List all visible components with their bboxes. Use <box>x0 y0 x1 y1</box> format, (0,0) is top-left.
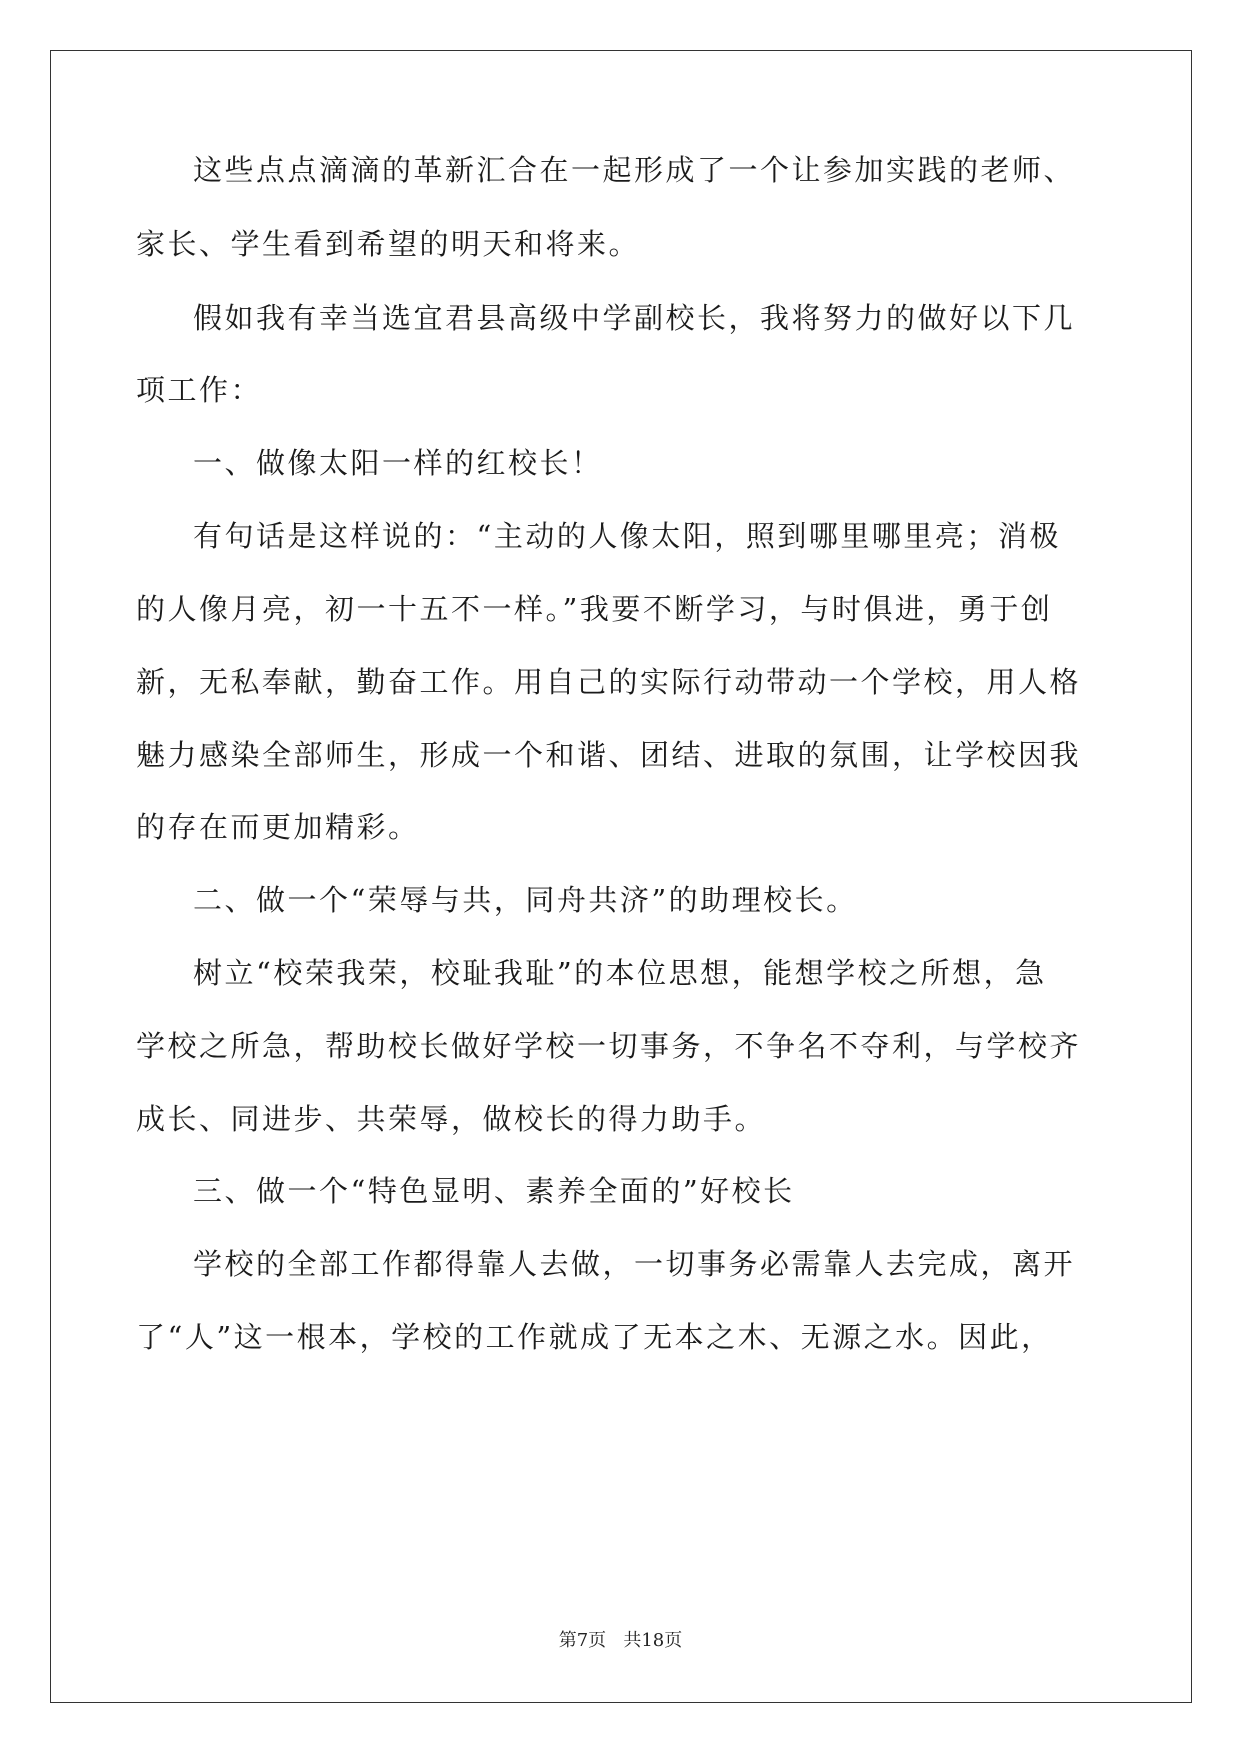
text-line: 新，无私奉献，勤奋工作。用自己的实际行动带动一个学校，用人格 <box>136 665 1082 699</box>
text-line: 假如我有幸当选宜君县高级中学副校长，我将努力的做好以下几 <box>193 301 1076 335</box>
text-line: 家长、学生看到希望的明天和将来。 <box>136 227 641 261</box>
text-line: 魅力感染全部师生，形成一个和谐、团结、进取的氛围，让学校因我 <box>136 738 1082 772</box>
text-line: 学校之所急，帮助校长做好学校一切事务，不争名不夺利，与学校齐 <box>136 1029 1082 1063</box>
text-line: 有句话是这样说的：“主动的人像太阳，照到哪里哪里亮；消极 <box>193 519 1061 553</box>
section-heading-2: 二、做一个“荣辱与共，同舟共济”的助理校长。 <box>193 883 858 917</box>
text-line: 树立“校荣我荣，校耻我耻”的本位思想，能想学校之所想，急 <box>193 956 1047 990</box>
text-line: 学校的全部工作都得靠人去做，一切事务必需靠人去完成，离开 <box>193 1247 1076 1281</box>
text-line: 了“人”这一根本，学校的工作就成了无本之木、无源之水。因此， <box>136 1320 1053 1354</box>
text-line: 这些点点滴滴的革新汇合在一起形成了一个让参加实践的老师、 <box>193 153 1076 187</box>
text-line: 成长、同进步、共荣辱，做校长的得力助手。 <box>136 1102 767 1136</box>
text-line: 项工作： <box>136 373 263 407</box>
text-line: 的人像月亮，初一十五不一样。”我要不断学习，与时俱进，勇于创 <box>136 592 1053 626</box>
page-number: 第7页 共18页 <box>558 1630 683 1651</box>
text-line: 的存在而更加精彩。 <box>136 810 420 844</box>
section-heading-1: 一、做像太阳一样的红校长！ <box>193 446 603 480</box>
section-heading-3: 三、做一个“特色显明、素养全面的”好校长 <box>193 1174 795 1208</box>
